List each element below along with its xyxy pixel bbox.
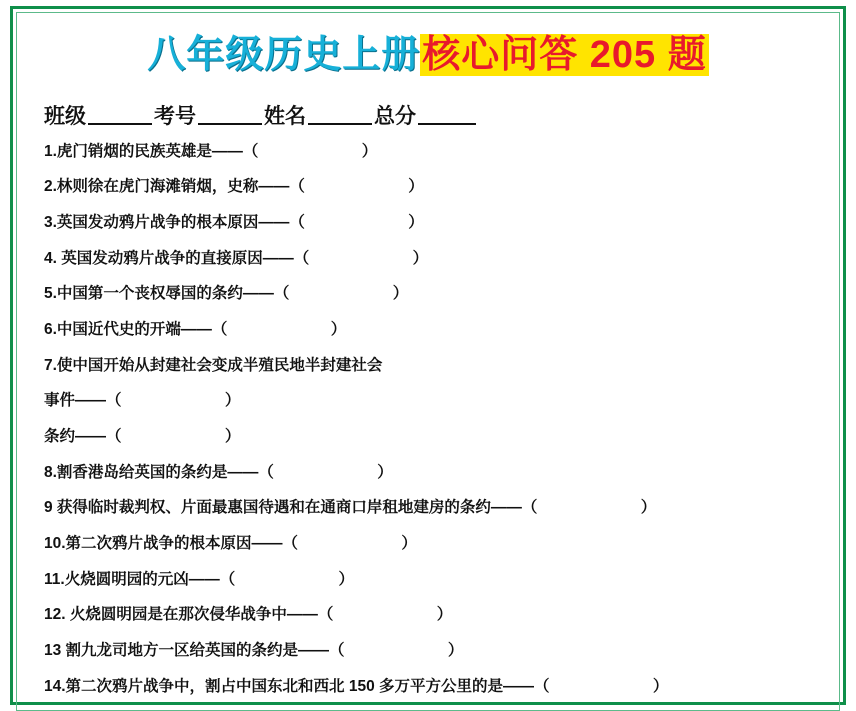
list-item: 5.中国第一个丧权辱国的条约——（ ） [44,285,409,303]
list-item: 7.使中国开始从封建社会变成半殖民地半封建社会 [44,356,383,374]
list-item: 14.第二次鸦片战争中，割占中国东北和西北 150 多万平方公里的是——（ ） [44,677,669,695]
list-item: 事件——（ ） [44,392,241,410]
score-blank[interactable] [418,103,476,125]
exam-no-label: 考号 [154,104,196,128]
title-segment-highlight: 核心问答 205 题 [422,34,707,76]
list-item: 10.第二次鸦片战争的根本原因——（ ） [44,534,417,552]
student-info-line [44,100,856,130]
list-item: 8.割香港岛给英国的条约是——（ ） [44,463,393,481]
list-item: 9 获得临时裁判权、片面最惠国待遇和在通商口岸租地建房的条约——（ ） [44,499,657,517]
class-label: 班级 [44,104,86,128]
list-item: 3.英国发动鸦片战争的根本原因——（ ） [44,214,424,231]
title-segment-subject: 八年级历史上册 [147,34,421,76]
score-label: 总分 [374,104,416,128]
page-title [0,0,856,78]
list-item: 11.火烧圆明园的元凶——（ ） [44,570,355,588]
name-blank[interactable] [308,103,372,125]
list-item: 2.林则徐在虎门海滩销烟，史称——（ ） [44,178,424,196]
list-item: 4. 英国发动鸦片战争的直接原因——（ ） [44,249,429,267]
list-item: 1.虎门销烟的民族英雄是——（ ） [44,142,378,160]
list-item: 6.中国近代史的开端——（ ） [44,320,347,338]
list-item: 12. 火烧圆明园是在那次侵华战争中——（ ） [44,606,453,624]
list-item: 13 割九龙司地方一区给英国的条约是——（ ） [44,641,464,659]
exam-no-blank[interactable] [198,103,262,125]
question-list [0,144,856,695]
class-blank[interactable] [88,103,152,125]
list-item: 条约——（ ） [44,427,241,445]
name-label: 姓名 [264,104,306,128]
